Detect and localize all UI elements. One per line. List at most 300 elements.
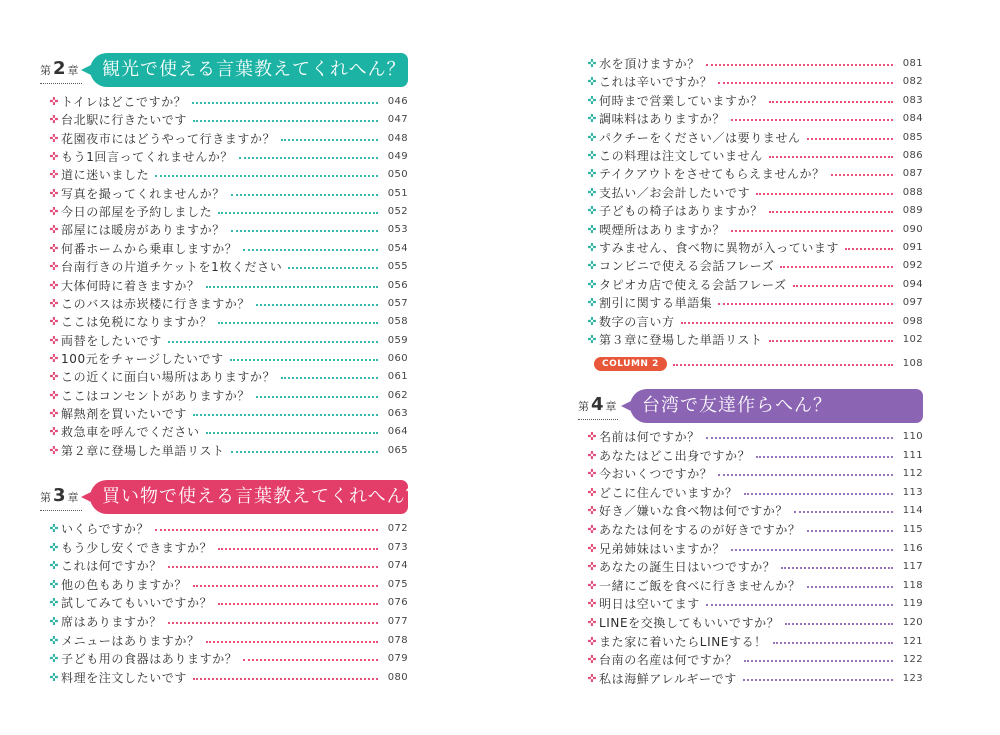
page-number: 098: [902, 315, 923, 327]
bullet-icon: ✜: [587, 75, 597, 89]
page-number: 097: [902, 297, 923, 309]
bullet-icon: ✜: [49, 131, 59, 145]
toc-entry-title: 子ども用の食器はありますか？: [61, 652, 238, 667]
bullet-icon: ✜: [49, 615, 59, 628]
toc-entry[interactable]: [48, 240, 408, 258]
toc-entry[interactable]: [48, 93, 408, 111]
leader-dots: [794, 511, 893, 513]
page-number: 048: [387, 132, 408, 144]
toc-entry[interactable]: [48, 368, 408, 386]
page-number: 091: [902, 242, 923, 253]
page-number: 060: [387, 352, 408, 364]
leader-dots: [206, 641, 378, 643]
toc-entry-title: 今日の部屋を予約しました: [61, 205, 213, 220]
toc-entry-title: 私は海鮮アレルギーです: [599, 671, 737, 686]
page-number: 072: [387, 523, 408, 534]
page-number: 088: [902, 186, 923, 198]
toc-entry[interactable]: [586, 502, 923, 520]
toc-entry-title: 写真を撮ってくれませんか？: [61, 186, 225, 201]
leader-dots: [785, 623, 893, 625]
toc-entry[interactable]: [586, 633, 923, 651]
bullet-icon: ✜: [49, 278, 59, 292]
bullet-icon: ✜: [587, 333, 597, 346]
leader-dots: [769, 340, 893, 342]
page-number: 122: [902, 654, 923, 666]
page-number: 089: [902, 205, 923, 217]
page-number: 085: [902, 131, 923, 143]
bullet-icon: ✜: [587, 277, 597, 291]
toc-entry[interactable]: [48, 520, 408, 538]
toc-entry[interactable]: [586, 670, 923, 688]
toc-entry[interactable]: [586, 577, 923, 595]
page-number: 116: [902, 542, 923, 554]
bullet-icon: ✜: [587, 653, 597, 667]
page-number: 074: [387, 560, 408, 572]
bullet-icon: ✜: [587, 578, 597, 592]
leader-dots: [756, 456, 893, 458]
bullet-icon: ✜: [587, 204, 597, 218]
leader-dots: [243, 659, 378, 661]
page-number: 056: [387, 279, 408, 291]
chapter-3-label: [40, 487, 82, 509]
toc-entry-title: パクチーをください／は要りません: [599, 130, 801, 145]
leader-dots: [845, 248, 893, 250]
page-number: 090: [902, 223, 923, 235]
toc-entry-title: すみません、食べ物に異物が入っています: [599, 241, 840, 255]
leader-dots: [218, 548, 378, 550]
page-number: 108: [902, 358, 923, 369]
page-number: 111: [902, 449, 923, 461]
toc-entry-title: 一緒にご飯を食べに行きませんか？: [599, 578, 801, 593]
toc-entry-title: 部屋には暖房がありますか？: [61, 223, 225, 238]
leader-dots: [807, 586, 893, 588]
leader-dots: [168, 566, 378, 568]
leader-dots: [218, 212, 378, 214]
page-number: 053: [387, 224, 408, 236]
toc-entry[interactable]: [586, 55, 923, 73]
toc-entry-title: 両替をしたいです: [61, 333, 162, 348]
toc-entry[interactable]: [48, 423, 408, 441]
page-number: 078: [387, 634, 408, 646]
page-number: 112: [902, 468, 923, 480]
leader-dots: [756, 193, 893, 195]
page-number: 120: [902, 617, 923, 628]
toc-entry-title: 花園夜市にはどうやって行きますか？: [61, 131, 276, 146]
leader-dots: [288, 267, 378, 269]
toc-entry-title: 席はありますか？: [61, 615, 162, 629]
toc-entry-title: LINEを交換してもいいですか？: [599, 616, 780, 630]
toc-entry[interactable]: [586, 184, 923, 202]
chapter-2-label: [40, 60, 82, 82]
chapter-label-prefix: 第: [578, 400, 589, 413]
chapter-label-prefix: 第: [40, 491, 51, 504]
page-number: 054: [387, 242, 408, 254]
toc-entry[interactable]: [48, 203, 408, 221]
leader-dots: [769, 156, 893, 158]
bullet-icon: ✜: [587, 259, 597, 273]
bullet-icon: ✜: [587, 241, 597, 254]
bullet-icon: ✜: [587, 185, 597, 199]
toc-entry[interactable]: [48, 613, 408, 631]
toc-entry-title: もう1回言ってくれませんか？: [61, 150, 234, 165]
bullet-icon: ✜: [587, 430, 597, 443]
chapter-number: 4: [591, 394, 604, 415]
leader-dots: [155, 175, 378, 177]
page-number: 080: [387, 671, 408, 683]
bullet-icon: ✜: [49, 351, 59, 365]
page-number: 113: [902, 486, 923, 498]
toc-entry-title: あなたは何をするのが好きですか？: [599, 523, 801, 537]
page-number: 061: [387, 371, 408, 383]
toc-entry[interactable]: [586, 294, 923, 312]
toc-entry-title: 100元をチャージしたいです: [61, 351, 224, 366]
toc-entry-title: 兄弟姉妹はいますか？: [599, 541, 726, 556]
leader-dots: [206, 432, 378, 434]
page-number: 084: [902, 113, 923, 125]
column-badge: COLUMN 2: [594, 357, 667, 371]
page-number: 123: [902, 672, 923, 684]
toc-entry-title: 試してみてもいいですか？: [61, 596, 213, 611]
page-number: 121: [902, 635, 923, 647]
leader-dots: [281, 139, 378, 141]
toc-entry-title: 名前は何ですか？: [599, 430, 700, 444]
leader-dots: [231, 194, 378, 196]
toc-entry[interactable]: [586, 465, 923, 483]
bullet-icon: ✜: [49, 652, 59, 666]
toc-entry-title: これは何ですか？: [61, 559, 162, 574]
chapter-number: 2: [53, 58, 66, 79]
bullet-icon: ✜: [587, 634, 597, 648]
leader-dots: [243, 249, 378, 251]
leader-dots: [256, 304, 378, 306]
bullet-icon: ✜: [587, 296, 597, 310]
leader-dots: [831, 174, 893, 176]
toc-entry[interactable]: [48, 221, 408, 239]
leader-dots: [193, 414, 378, 416]
leader-dots: [231, 451, 378, 453]
toc-entry[interactable]: [48, 185, 408, 203]
leader-dots: [807, 530, 893, 532]
page-number: 110: [902, 431, 923, 442]
page-number: 051: [387, 187, 408, 199]
toc-entry[interactable]: [586, 73, 923, 91]
toc-entry-title: 明日は空いてます: [599, 597, 700, 612]
chapter-label-suffix: 章: [67, 64, 79, 77]
leader-dots: [773, 642, 893, 644]
leader-dots: [239, 157, 378, 159]
page-number: 058: [387, 316, 408, 328]
toc-entry-title: 台南の名産は何ですか？: [599, 653, 738, 668]
toc-entry-title: 他の色もありますか？: [61, 577, 188, 592]
toc-entry[interactable]: [586, 313, 923, 331]
bullet-icon: ✜: [587, 112, 597, 126]
toc-entry-title: ここは免税になりますか？: [61, 315, 213, 330]
page-number: 047: [387, 114, 408, 126]
page-number: 076: [387, 597, 408, 609]
page-number: 049: [387, 151, 408, 163]
bullet-icon: ✜: [587, 485, 597, 499]
toc-entry-title: どこに住んでいますか？: [599, 485, 738, 500]
page-number: 081: [902, 58, 923, 69]
toc-entry-title: 喫煙所はありますか？: [599, 222, 726, 237]
bullet-icon: ✜: [49, 406, 59, 420]
toc-entry[interactable]: [48, 295, 408, 313]
chapter-2-header: [40, 53, 408, 87]
toc-entry[interactable]: [48, 557, 408, 575]
toc-entry-title: あなたはどこ出身ですか？: [599, 448, 751, 463]
toc-entry-title: 水を頂けますか？: [599, 57, 700, 71]
bullet-icon: ✜: [587, 314, 597, 328]
toc-entry[interactable]: [48, 669, 408, 687]
bullet-icon: ✜: [587, 222, 597, 236]
page-number: 073: [387, 541, 408, 553]
toc-entry[interactable]: [586, 331, 923, 349]
leader-dots: [718, 303, 893, 305]
leader-dots: [706, 437, 893, 439]
chapter-3-title: [90, 480, 425, 514]
leader-dots: [281, 377, 378, 379]
leader-dots: [706, 64, 893, 66]
page-number: 087: [902, 168, 923, 180]
toc-entry[interactable]: [586, 614, 923, 632]
bullet-icon: ✜: [49, 425, 59, 439]
leader-dots: [780, 266, 893, 268]
bullet-icon: ✜: [587, 57, 597, 70]
toc-entry-title: 支払い／お会計したいです: [599, 185, 751, 200]
toc-entry[interactable]: [48, 277, 408, 295]
page-number: 065: [387, 444, 408, 456]
chapter-number: 3: [53, 485, 66, 506]
bullet-icon: ✜: [587, 130, 597, 144]
toc-entry-title: あなたの誕生日はいつですか？: [599, 560, 776, 575]
bullet-icon: ✜: [49, 540, 59, 554]
page-number: 119: [902, 598, 923, 610]
toc-entry-title: 台北駅に行きたいです: [61, 113, 188, 128]
page-number: 118: [902, 579, 923, 591]
page-number: 079: [387, 653, 408, 665]
page-number: 077: [387, 616, 408, 627]
page-number: 083: [902, 94, 923, 106]
toc-entry-title: いくらですか？: [61, 522, 150, 536]
toc-entry-title: この料理は注文していません: [599, 149, 763, 163]
toc-entry[interactable]: [48, 313, 408, 331]
toc-entry-title: 救急車を呼んでください: [61, 425, 200, 440]
page-number: 057: [387, 297, 408, 309]
page-number: 082: [902, 76, 923, 88]
chapter-title-text: 観光で使える言葉教えてくれへん？: [102, 59, 406, 80]
toc-entry-title: 何時まで営業していますか？: [599, 93, 763, 108]
page-number: 092: [902, 260, 923, 272]
toc-entry[interactable]: [48, 350, 408, 368]
toc-entry-title: 第２章に登場した単語リスト: [61, 443, 225, 458]
leader-dots: [731, 549, 893, 551]
leader-dots: [793, 285, 893, 287]
leader-dots: [743, 679, 893, 681]
bullet-icon: ✜: [587, 671, 597, 685]
bullet-icon: ✜: [49, 113, 59, 127]
toc-entry-title: 大体何時に着きますか？: [61, 278, 200, 293]
toc-entry-title: ここはコンセントがありますか？: [61, 388, 251, 403]
toc-entry[interactable]: [586, 202, 923, 220]
leader-dots: [681, 322, 893, 324]
toc-entry[interactable]: [586, 239, 923, 257]
bullet-icon: ✜: [49, 186, 59, 200]
toc-entry[interactable]: [48, 258, 408, 276]
page-number: 094: [902, 278, 923, 290]
toc-entry-title: これは辛いですか？: [599, 75, 713, 90]
bullet-icon: ✜: [49, 150, 59, 164]
page-number: 050: [387, 169, 408, 181]
bullet-icon: ✜: [587, 541, 597, 555]
chapter-title-text: 買い物で使える言葉教えてくれへん？: [102, 486, 425, 507]
chapter-4-label: [578, 396, 618, 418]
toc-entry[interactable]: [48, 148, 408, 166]
toc-entry[interactable]: [586, 484, 923, 502]
leader-dots: [193, 678, 378, 680]
bullet-icon: ✜: [49, 670, 59, 684]
page-number: 075: [387, 578, 408, 590]
toc-entry-title: 子どもの椅子はありますか？: [599, 204, 763, 219]
chapter-4-header: [578, 389, 923, 423]
toc-entry[interactable]: [586, 129, 923, 147]
toc-entry[interactable]: [586, 521, 923, 539]
bullet-icon: ✜: [49, 241, 59, 255]
toc-entry[interactable]: [586, 276, 923, 294]
leader-dots: [731, 230, 893, 232]
chapter-3-header: [40, 480, 425, 514]
toc-entry[interactable]: [586, 92, 923, 110]
bullet-icon: ✜: [49, 370, 59, 384]
leader-dots: [168, 341, 378, 343]
bullet-icon: ✜: [49, 388, 59, 402]
toc-entry-title: 割引に関する単語集: [599, 296, 713, 311]
toc-entry-title: 第３章に登場した単語リスト: [599, 333, 763, 347]
toc-entry-title: 台南行きの片道チケットを1枚ください: [61, 260, 283, 275]
bullet-icon: ✜: [49, 205, 59, 219]
leader-dots: [168, 622, 378, 624]
leader-dots: [744, 493, 893, 495]
toc-entry[interactable]: [586, 147, 923, 165]
chapter-label-suffix: 章: [605, 400, 617, 413]
bullet-icon: ✜: [49, 559, 59, 573]
bullet-icon: ✜: [587, 616, 597, 629]
bullet-icon: ✜: [587, 597, 597, 611]
chapter-4-title: [630, 389, 923, 423]
bullet-icon: ✜: [49, 596, 59, 610]
chapter-2-title: [90, 53, 408, 87]
bullet-icon: ✜: [49, 443, 59, 457]
toc-entry[interactable]: [48, 650, 408, 668]
toc-entry[interactable]: [48, 632, 408, 650]
toc-entry-title: 好き／嫌いな食べ物は何ですか？: [599, 504, 789, 519]
toc-entry[interactable]: [48, 387, 408, 405]
bullet-icon: ✜: [587, 149, 597, 162]
toc-entry-title: 数字の言い方: [599, 314, 675, 329]
toc-entry[interactable]: [586, 595, 923, 613]
toc-entry-title: 解熱剤を買いたいです: [61, 406, 188, 421]
leader-dots: [744, 660, 893, 662]
toc-entry-title: トイレはどこですか？: [61, 95, 187, 109]
bullet-icon: ✜: [49, 223, 59, 237]
page-number: 046: [387, 96, 408, 107]
page-number: 059: [387, 334, 408, 346]
toc-entry[interactable]: [586, 651, 923, 669]
leader-dots: [673, 364, 893, 366]
leader-dots: [731, 119, 893, 121]
toc-entry[interactable]: [586, 110, 923, 128]
toc-entry[interactable]: [586, 447, 923, 465]
toc-entry[interactable]: [48, 442, 408, 460]
toc-entry-title: テイクアウトをさせてもらえませんか？: [599, 167, 825, 182]
chapter-title-text: 台湾で友達作らへん？: [642, 395, 832, 416]
toc-entry[interactable]: [48, 594, 408, 612]
toc-entry[interactable]: [48, 576, 408, 594]
leader-dots: [769, 101, 893, 103]
toc-entry-title: タピオカ店で使える会話フレーズ: [599, 277, 787, 292]
leader-dots: [155, 529, 378, 531]
leader-dots: [256, 396, 378, 398]
bullet-icon: ✜: [587, 448, 597, 462]
page-number: 102: [902, 334, 923, 345]
bullet-icon: ✜: [49, 577, 59, 591]
toc-entry[interactable]: [48, 166, 408, 184]
leader-dots: [206, 286, 378, 288]
toc-entry-title: この近くに面白い場所はありますか？: [61, 370, 276, 385]
toc-entry[interactable]: [586, 540, 923, 558]
leader-dots: [192, 102, 378, 104]
bullet-icon: ✜: [587, 504, 597, 518]
toc-entry[interactable]: [586, 221, 923, 239]
leader-dots: [706, 604, 893, 606]
leader-dots: [193, 120, 378, 122]
toc-entry[interactable]: [48, 332, 408, 350]
toc-entry[interactable]: [48, 405, 408, 423]
page-number: 117: [902, 561, 923, 573]
bullet-icon: ✜: [587, 93, 597, 107]
page-number: 064: [387, 426, 408, 438]
toc-entry[interactable]: [48, 539, 408, 557]
toc-entry[interactable]: [586, 558, 923, 576]
bullet-icon: ✜: [587, 167, 597, 181]
page-number: 063: [387, 407, 408, 419]
toc-entry[interactable]: [48, 111, 408, 129]
column-2-entry[interactable]: [594, 355, 923, 373]
leader-dots: [218, 322, 378, 324]
leader-dots: [230, 359, 378, 361]
bullet-icon: ✜: [49, 633, 59, 647]
toc-entry-title: 何番ホームから乗車しますか？: [61, 241, 238, 256]
page-number: 055: [387, 261, 408, 273]
toc-entry[interactable]: [48, 130, 408, 148]
toc-entry-title: メニューはありますか？: [61, 633, 200, 648]
bullet-icon: ✜: [587, 467, 597, 481]
toc-entry-title: また家に着いたらLINEする！: [599, 634, 767, 649]
page-number: 086: [902, 150, 923, 161]
toc-entry[interactable]: [586, 428, 923, 446]
page-number: 052: [387, 206, 408, 218]
bullet-icon: ✜: [49, 296, 59, 310]
leader-dots: [769, 211, 893, 213]
page-number: 062: [387, 389, 408, 401]
page-number: 115: [902, 524, 923, 535]
toc-entry-title: 料理を注文したいです: [61, 670, 188, 685]
bullet-icon: ✜: [49, 315, 59, 329]
toc-entry[interactable]: [586, 257, 923, 275]
toc-entry-title: もう少し安くできますか？: [61, 540, 213, 555]
bullet-icon: ✜: [49, 260, 59, 274]
bullet-icon: ✜: [49, 168, 59, 182]
toc-entry[interactable]: [586, 165, 923, 183]
